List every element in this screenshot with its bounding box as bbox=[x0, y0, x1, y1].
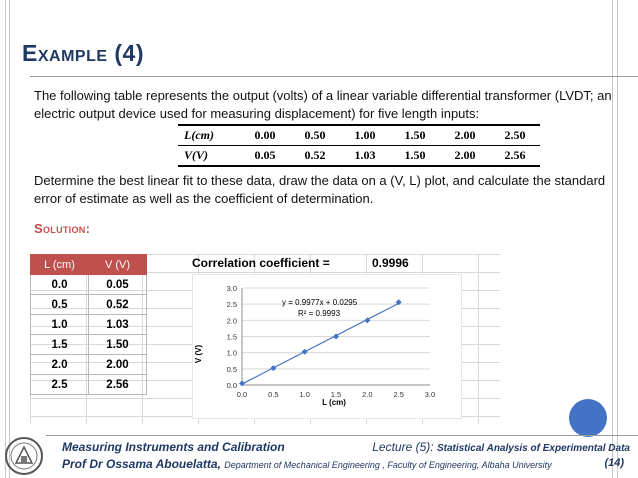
table-cell: 2.56 bbox=[89, 375, 147, 395]
page-number: (14) bbox=[604, 457, 624, 469]
length-value: 2.00 bbox=[440, 125, 490, 146]
row-label-length: L(cm) bbox=[178, 125, 240, 146]
grid-line bbox=[478, 254, 479, 424]
table-cell: 0.05 bbox=[89, 275, 147, 295]
y-axis-label: V (V) bbox=[194, 344, 203, 364]
spreadsheet-area bbox=[30, 254, 500, 424]
table-row bbox=[31, 375, 147, 395]
table-row bbox=[31, 295, 147, 315]
x-tick-label: 0.5 bbox=[268, 390, 279, 399]
table-cell: 1.03 bbox=[89, 315, 147, 335]
given-row-length bbox=[178, 125, 540, 146]
x-axis-label: L (cm) bbox=[322, 398, 346, 407]
right-margin-line bbox=[612, 0, 613, 478]
voltage-value: 2.56 bbox=[490, 146, 540, 167]
x-tick-label: 0.0 bbox=[236, 390, 248, 399]
y-tick-label: 2.5 bbox=[226, 300, 237, 310]
x-tick-label: 2.5 bbox=[393, 390, 404, 399]
x-tick-label: 2.0 bbox=[362, 390, 373, 399]
x-tick-label: 1.0 bbox=[299, 390, 310, 399]
row-label-voltage: V(V) bbox=[178, 146, 240, 167]
table-cell: 1.5 bbox=[31, 335, 89, 355]
correlation-value: 0.9996 bbox=[372, 256, 409, 270]
x-tick-label: 3.0 bbox=[424, 390, 436, 399]
correlation-label: Correlation coefficient = bbox=[192, 256, 330, 270]
table-cell: 0.5 bbox=[31, 295, 89, 315]
table-cell: 2.0 bbox=[31, 355, 89, 375]
solution-data-table bbox=[30, 254, 147, 395]
voltage-value: 2.00 bbox=[440, 146, 490, 167]
solution-heading: Solution: bbox=[34, 221, 91, 236]
left-margin-line bbox=[5, 0, 6, 478]
voltage-value: 0.05 bbox=[240, 146, 290, 167]
left-margin-line-inner bbox=[9, 0, 10, 478]
task-statement: Determine the best linear fit to these data, draw the data on a (V, L) plot, and calculate the standard error of estimate as well as the coefficient of determination. bbox=[34, 173, 606, 206]
lecture-line bbox=[372, 440, 630, 454]
title-rule bbox=[30, 76, 638, 77]
department-text: Department of Mechanical Engineering , Faculty of Engineering, Albaha University bbox=[224, 460, 552, 470]
voltage-value: 1.50 bbox=[390, 146, 440, 167]
x-tick-label: 1.5 bbox=[330, 390, 342, 399]
table-row bbox=[31, 315, 147, 335]
voltage-value: 0.52 bbox=[290, 146, 340, 167]
length-value: 2.50 bbox=[490, 125, 540, 146]
decorative-circle bbox=[569, 399, 607, 437]
table-row bbox=[31, 275, 147, 295]
trend-equation: y = 0.9977x + 0.0295 bbox=[282, 298, 358, 307]
y-tick-label: 0.0 bbox=[226, 381, 237, 390]
voltage-value: 1.03 bbox=[340, 146, 390, 167]
lecture-topic: Statistical Analysis of Experimental Data bbox=[436, 443, 630, 454]
length-value: 0.50 bbox=[290, 125, 340, 146]
table-header-row bbox=[31, 255, 147, 275]
given-data-table bbox=[178, 124, 540, 167]
table-cell: 2.00 bbox=[89, 355, 147, 375]
y-tick-label: 0.5 bbox=[226, 364, 237, 374]
right-margin-line-outer bbox=[617, 0, 618, 478]
table-row bbox=[31, 355, 147, 375]
y-tick-label: 1.0 bbox=[226, 348, 237, 358]
table-cell: 0.52 bbox=[89, 295, 147, 315]
y-tick-label: 1.5 bbox=[226, 332, 237, 342]
y-tick-label: 3.0 bbox=[226, 284, 237, 293]
table-cell: 2.5 bbox=[31, 375, 89, 395]
table-cell: 0.0 bbox=[31, 275, 89, 295]
course-name: Measuring Instruments and Calibration bbox=[62, 440, 285, 454]
professor-name: Prof Dr Ossama Abouelatta, bbox=[62, 457, 221, 471]
problem-statement: The following table represents the output (volts) of a linear variable differential transformer (LVDT; an electric output device used for measuring displacement) for five length inputs: bbox=[34, 88, 612, 121]
slide-title: Example (4) bbox=[22, 40, 145, 66]
professor-line bbox=[62, 457, 552, 471]
length-value: 1.00 bbox=[340, 125, 390, 146]
university-logo-icon bbox=[4, 436, 44, 476]
voltage-length-chart bbox=[192, 274, 462, 419]
length-value: 0.00 bbox=[240, 125, 290, 146]
r-squared-label: R² = 0.9993 bbox=[298, 309, 341, 318]
length-value: 1.50 bbox=[390, 125, 440, 146]
y-tick-label: 2.0 bbox=[226, 316, 237, 326]
table-row bbox=[31, 335, 147, 355]
column-header-voltage: V (V) bbox=[89, 255, 147, 275]
given-row-voltage bbox=[178, 146, 540, 167]
lecture-number: Lecture (5): bbox=[372, 440, 434, 454]
footer-rule bbox=[46, 435, 638, 436]
column-header-length: L (cm) bbox=[31, 255, 89, 275]
table-cell: 1.0 bbox=[31, 315, 89, 335]
table-cell: 1.50 bbox=[89, 335, 147, 355]
